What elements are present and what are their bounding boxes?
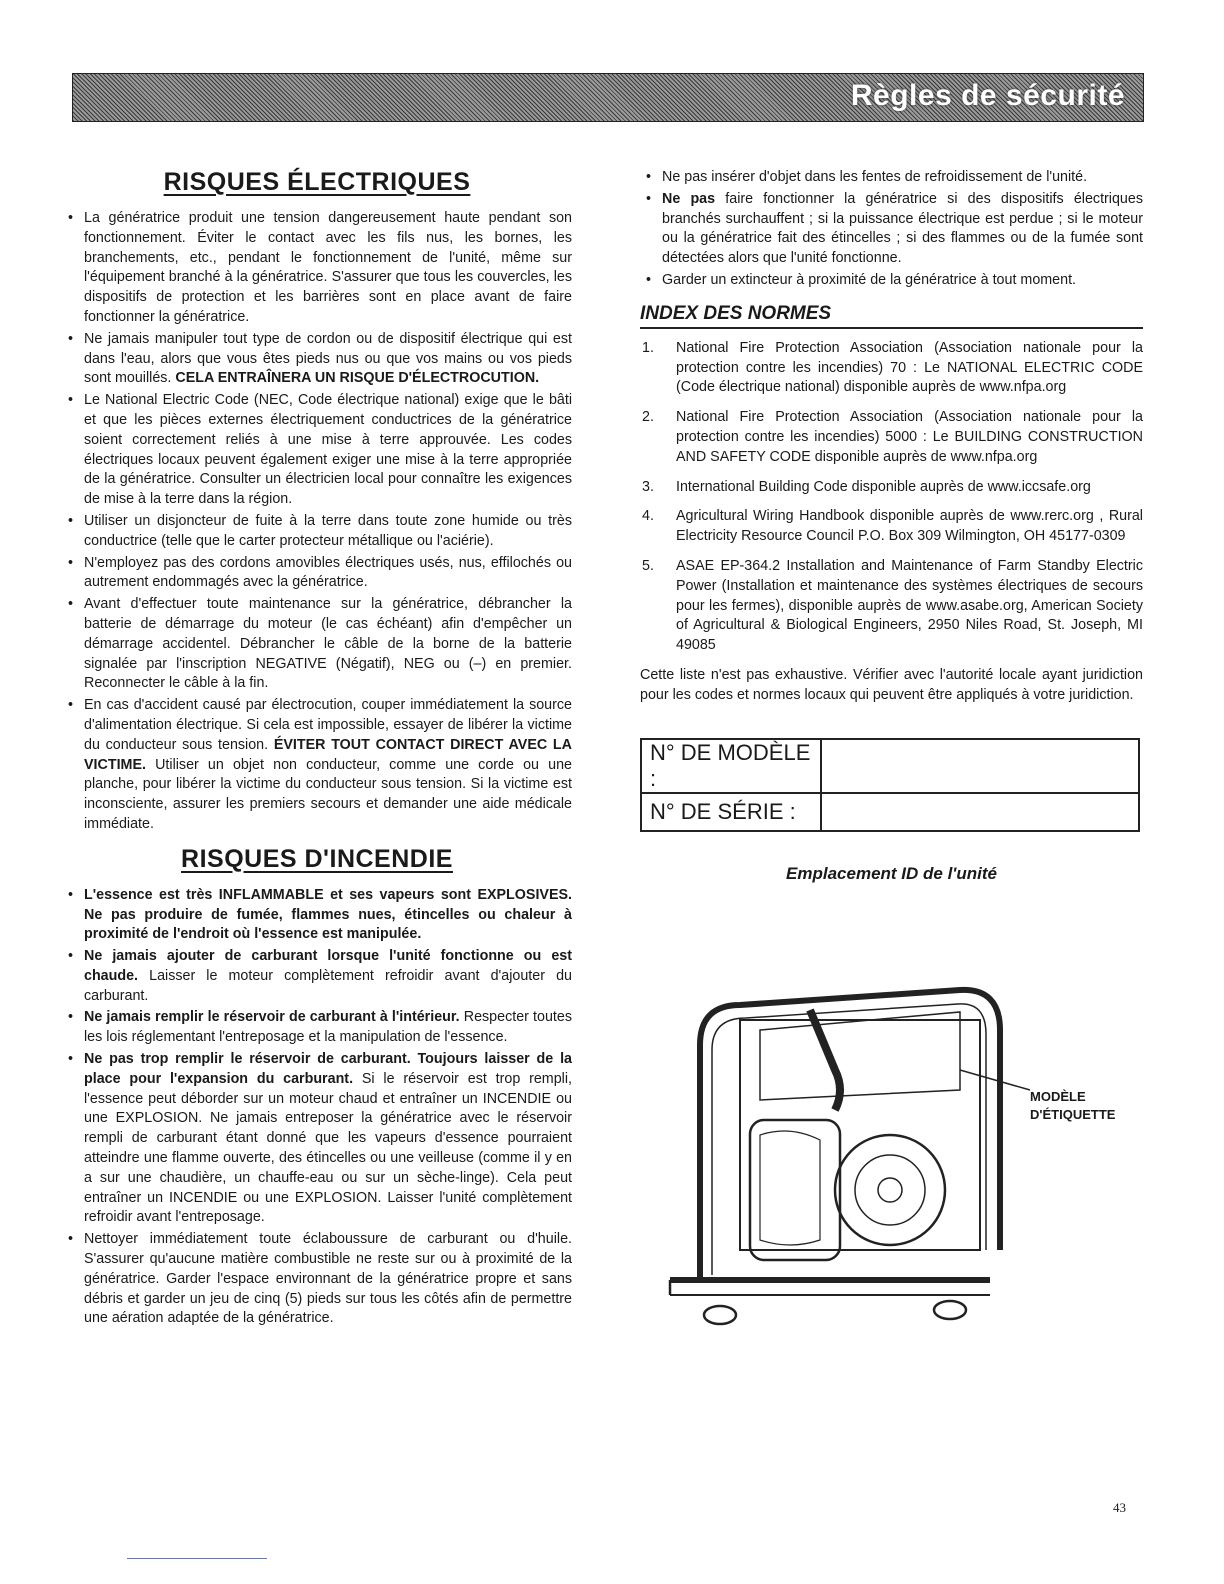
page-number: 43 bbox=[1113, 1500, 1126, 1515]
list-item: • Ne jamais ajouter de carburant lorsque l'unité fonctionne ou est chaude. Laisser le moteur complètement refroidir avant d'ajouter du carburant. bbox=[62, 947, 572, 1006]
left-column bbox=[62, 168, 572, 1331]
standards-index-list bbox=[640, 339, 1143, 656]
list-item: 2. National Fire Protection Association (Association nationale pour la protection contre les incendies) 5000 : Le BUILDING CONSTRUCTION AND SAFETY CODE disponible auprès de www.nfpa.org bbox=[642, 409, 1143, 465]
general-safety-list bbox=[640, 168, 1143, 291]
list-item: • L'essence est très INFLAMMABLE et ses vapeurs sont EXPLOSIVES. Ne pas produire de fumée, flammes nues, étincelles ou chaleur à proximité de l'endroit où l'essence est manipulée. bbox=[62, 886, 572, 945]
list-item: • Utiliser un disjoncteur de fuite à la terre dans toute zone humide ou très conductrice (telle que le carter protecteur métallique ou l'aciérie). bbox=[62, 512, 572, 552]
list-item: • Ne pas faire fonctionner la génératrice si des dispositifs électriques branchés surchauffent ; si la puissance électrique est perdue ; si le moteur ou la génératrice fait des étincelles ; si des flammes ou de la fumée sont détectées alors que l'unité fonctionne. bbox=[640, 190, 1143, 269]
electrical-risks-title: RISQUES ÉLECTRIQUES bbox=[163, 168, 471, 196]
list-item: • Ne jamais manipuler tout type de cordon ou de dispositif électrique qui est dans l'eau, alors que vous êtes pieds nus ou que vos mains ou vos pieds sont mouillés. CELA ENTRAÎNERA UN RISQUE D'ÉLECTROCUTION. bbox=[62, 330, 572, 389]
page-title: Règles de sécurité bbox=[850, 79, 1125, 112]
electrical-risks-list bbox=[62, 209, 572, 835]
list-item: 4. Agricultural Wiring Handbook disponible auprès de www.rerc.org , Rural Electricity Resource Council P.O. Box 309 Wilmington, OH 45177-0309 bbox=[642, 508, 1143, 545]
header-banner bbox=[72, 73, 1144, 122]
fire-risks-list bbox=[62, 886, 572, 1330]
list-item: • Avant d'effectuer toute maintenance sur la génératrice, débrancher la batterie de démarrage du moteur (le cas échéant) afin d'empêcher un démarrage accidentel. Débrancher le câble de la borne de la batterie signalée par l'inscription NEGATIVE (Négatif), NEG ou (–) en premier. Reconnecter le câble à la fin. bbox=[62, 595, 572, 694]
generator-illustration bbox=[660, 950, 1130, 1350]
fire-risks-title: RISQUES D'INCENDIE bbox=[181, 844, 453, 873]
model-label-callout: MODÈLE D'ÉTIQUETTE bbox=[1030, 1089, 1116, 1122]
standards-note: Cette liste n'est pas exhaustive. Vérifier avec l'autorité locale ayant juridiction pour les codes et normes locaux qui peuvent être appliqués à votre juridiction. bbox=[640, 666, 1143, 703]
footer-rule bbox=[127, 1558, 267, 1559]
list-item: • Ne jamais remplir le réservoir de carburant à l'intérieur. Respecter toutes les lois réglementant l'entreposage et la manipulation de l'essence. bbox=[62, 1008, 572, 1048]
list-item: • Le National Electric Code (NEC, Code électrique national) exige que le bâti et que les pièces externes électriquement conductrices de la génératrice soient correctement reliés à une mise à terre approuvée. Les codes électriques locaux peuvent également exiger une mise à la terre appropriée de la génératrice. Consulter un électricien local pour connaître les exigences de mise à la terre dans la région. bbox=[62, 391, 572, 510]
list-item: • En cas d'accident causé par électrocution, couper immédiatement la source d'alimentation électrique. Si cela est impossible, essayer de libérer la victime du conducteur sous tension. ÉVITER TOUT CONTACT DIRECT AVEC LA VICTIME. Utiliser un objet non conducteur, comme une corde ou une planche, pour libérer la victime du conducteur sous tension. Si la victime est inconsciente, assurer les premiers secours et demander une aide médicale immédiate. bbox=[62, 696, 572, 835]
list-item: • Ne pas trop remplir le réservoir de carburant. Toujours laisser de la place pour l'expansion du carburant. Si le réservoir est trop rempli, l'essence peut déborder sur un moteur chaud et entraîner un INCENDIE ou une EXPLOSION. Ne jamais entreposer la génératrice avec le réservoir rempli de carburant étant donné que les vapeurs d'essence pourraient atteindre une flamme ouverte, des étincelles ou une veilleuse (comme il y en a sur une chaudière, un chauffe-eau ou sur un sèche-linge). Cela peut entraîner un INCENDIE ou une EXPLOSION. Laisser l'unité complètement refroidir avant l'entreposage. bbox=[62, 1050, 572, 1228]
serial-number-label: N° DE SÉRIE : bbox=[641, 793, 821, 831]
figure-caption: Emplacement ID de l'unité bbox=[786, 863, 997, 883]
list-item: • Nettoyer immédiatement toute éclaboussure de carburant ou d'huile. S'assurer qu'aucune matière combustible ne reste sur ou à proximité de la génératrice. Garder l'espace environnant de la génératrice propre et sans débris et garder un jeu de cinq (5) pieds sur tous les côtés afin de permettre une aération adaptée de la génératrice. bbox=[62, 1230, 572, 1329]
list-item: • N'employez pas des cordons amovibles électriques usés, nus, effilochés ou autrement endommagés avec la génératrice. bbox=[62, 554, 572, 594]
right-column bbox=[640, 168, 1143, 884]
list-item: 3. International Building Code disponible auprès de www.iccsafe.org bbox=[642, 478, 1091, 495]
unit-id-table bbox=[640, 738, 1140, 832]
list-item: • Garder un extincteur à proximité de la génératrice à tout moment. bbox=[640, 271, 1143, 291]
list-item: • La génératrice produit une tension dangereusement haute pendant son fonctionnement. Éviter le contact avec les fils nus, les bornes, les branchements, etc., pendant le fonctionnement de l'unité, même sur l'équipement branché à la génératrice. S'assurer que tous les couvercles, les dispositifs de protection et les barrières sont en place avant de faire fonctionner la génératrice. bbox=[62, 209, 572, 328]
serial-number-field[interactable] bbox=[821, 793, 1139, 831]
generator-figure bbox=[660, 950, 1130, 1350]
standards-index-title: INDEX DES NORMES bbox=[640, 303, 1143, 329]
model-number-label: N° DE MODÈLE : bbox=[641, 739, 821, 793]
list-item: 1. National Fire Protection Association (Association nationale pour la protection contre les incendies) 70 : Le NATIONAL ELECTRIC CODE (Code électrique national) disponible auprès de www.nfpa.org bbox=[642, 339, 1143, 396]
model-number-field[interactable] bbox=[821, 739, 1139, 793]
list-item: • Ne pas insérer d'objet dans les fentes de refroidissement de l'unité. bbox=[640, 168, 1143, 188]
list-item: 5. ASAE EP-364.2 Installation and Maintenance of Farm Standby Electric Power (Installation et maintenance des systèmes électriques de secours pour les fermes), disponible auprès de www.asabe.org, American Society of Agricultural & Biological Engineers, 2950 Niles Road, St. Joseph, MI 49085 bbox=[642, 557, 1143, 654]
